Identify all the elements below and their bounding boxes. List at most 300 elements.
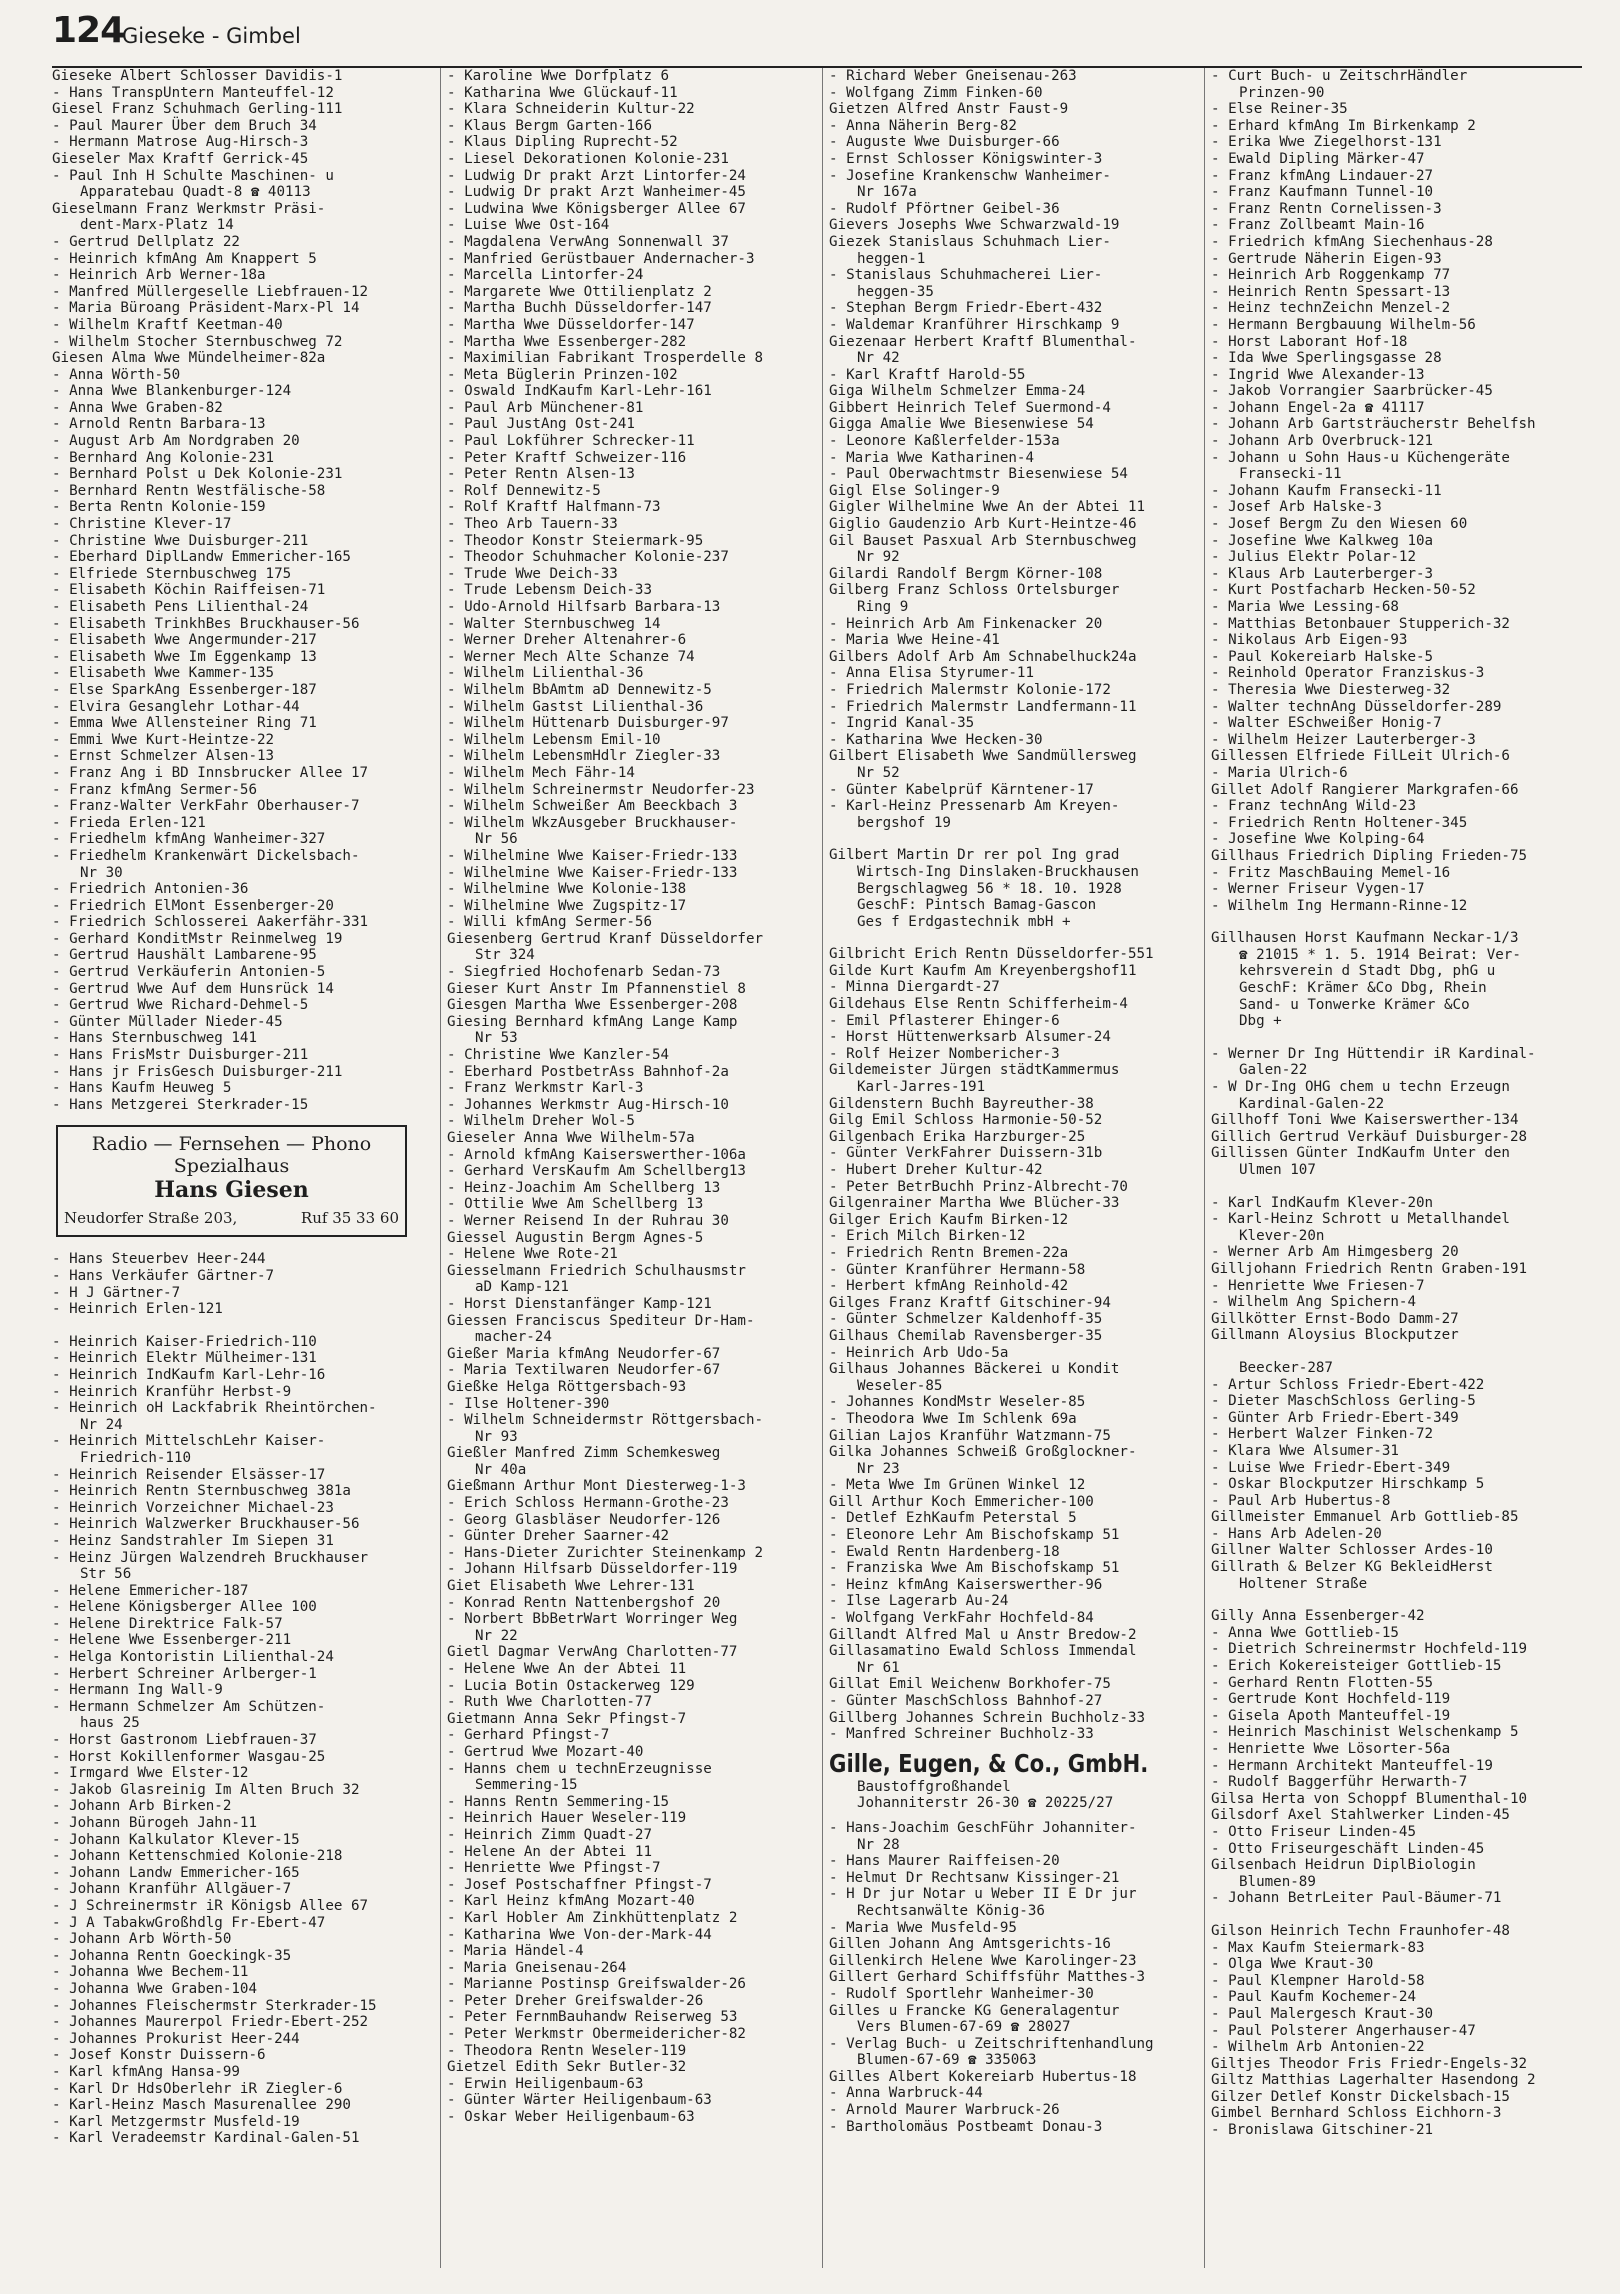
directory-entry: - Hans Steuerbev Heer-244 [52,1251,266,1268]
directory-entry: - Elisabeth Wwe Im Eggenkamp 13 [52,648,317,665]
directory-entry: Gillmann Aloysius Blockputzer [1211,1327,1459,1344]
directory-entry: - Hermann Ing Wall-9 [52,1682,223,1699]
directory-entry: - Fritz MaschBauing Memel-16 [1211,864,1451,881]
directory-entry: Gillenkirch Helene Wwe Karolinger-23 [829,1952,1137,1969]
directory-entry: Gillich Gertrud Verkäuf Duisburger-28 [1211,1128,1528,1145]
directory-entry: - Gertrud Haushält Lambarene-95 [52,947,317,964]
directory-entry: - Johann Kaufm Fransecki-11 [1211,482,1442,499]
directory-entry: - Maria Wwe Musfeld-95 [829,1919,1017,1936]
directory-entry: - Erich Milch Birken-12 [829,1228,1026,1245]
directory-entry: - Marcella Lintorfer-24 [447,267,644,284]
directory-entry: - Christine Wwe Duisburger-211 [52,532,309,549]
company-name: Gille, Eugen, & Co., GmbH. [829,1748,1149,1778]
directory-entry: - Martha Buchh Düsseldorfer-147 [447,300,712,317]
directory-entry: Giglio Gaudenzio Arb Kurt-Heintze-46 [829,516,1137,533]
directory-entry: - Rudolf Baggerführ Herwarth-7 [1211,1774,1468,1791]
directory-entry: - Heinrich Elektr Mülheimer-131 [52,1350,317,1367]
directory-entry: - Karl-Heinz Pressenarb Am Kreyen- [829,798,1120,815]
directory-entry: - Arnold kfmAng Kaiserswerther-106a [447,1146,746,1163]
directory-entry: - Klara Schneiderin Kultur-22 [447,101,695,118]
directory-entry: - Günter Kabelprüf Kärntener-17 [829,781,1094,798]
directory-entry: - Eleonore Lehr Am Bischofskamp 51 [829,1527,1120,1544]
entry-continuation: Nr 28 [857,1836,900,1853]
directory-entry: - Günter Wärter Heiligenbaum-63 [447,2092,712,2109]
entry-continuation: Karl-Jarres-191 [857,1079,986,1096]
directory-entry: Gillen Johann Ang Amtsgerichts-16 [829,1936,1111,1953]
directory-entry: - Konrad Rentn Nattenbergshof 20 [447,1594,721,1611]
directory-entry: - Gertrude Kont Hochfeld-119 [1211,1691,1451,1708]
directory-entry: Gilsdorf Axel Stahlwerker Linden-45 [1211,1807,1510,1824]
directory-entry: - Wilhelmine Wwe Kolonie-138 [447,881,687,898]
directory-entry: - Anna Wwe Blankenburger-124 [52,383,292,400]
entry-continuation: kehrsverein d Stadt Dbg, phG u [1239,963,1496,980]
directory-entry: Gilgenbach Erika Harzburger-25 [829,1128,1086,1145]
directory-entry: - Josef Konstr Duissern-6 [52,2047,266,2064]
directory-entry: - Werner Dr Ing Hüttendir iR Kardinal- [1211,1045,1536,1062]
directory-entry: - Bernhard Ang Kolonie-231 [52,449,275,466]
directory-entry: - Helene An der Abtei 11 [447,1843,652,1860]
directory-entry: - Helene Wwe An der Abtei 11 [447,1661,687,1677]
directory-entry: - Paul Maurer Über dem Bruch 34 [52,117,317,134]
directory-entry: - Berta Rentn Kolonie-159 [52,499,266,516]
entry-continuation: Nr 56 [475,831,518,848]
directory-entry: - Maria Ulrich-6 [1211,764,1348,781]
directory-entry: - Hans Verkäufer Gärtner-7 [52,1268,275,1284]
directory-entry: - Josefine Wwe Kalkweg 10a [1211,532,1434,549]
directory-entry: - Peter Rentn Alsen-13 [447,466,635,483]
directory-entry: - Heinrich Kaiser-Friedrich-110 [52,1333,317,1350]
directory-entry: - Gerhard KonditMstr Reinmelweg 19 [52,930,343,947]
directory-entry: - Hanns chem u technErzeugnisse [447,1760,712,1777]
directory-entry: Gilg Emil Schloss Harmonie-50-52 [829,1112,1103,1129]
directory-entry: - Manfried Gerüstbauer Andernacher-3 [447,250,755,267]
directory-entry: Gieser Kurt Anstr Im Pfannenstiel 8 [447,980,746,997]
directory-entry: Gillissen Günter IndKaufm Unter den [1211,1145,1510,1162]
directory-entry: - Julius Elektr Polar-12 [1211,549,1416,566]
directory-entry: - Klaus Dipling Ruprecht-52 [447,134,678,151]
page-header [52,10,1582,68]
ad-phone: Ruf 35 33 60 [300,1209,399,1228]
directory-entry: - August Arb Am Nordgraben 20 [52,433,300,450]
directory-entry: - Friedrich Rentn Holtener-345 [1211,814,1468,831]
directory-entry: - Detlef EzhKaufm Peterstal 5 [829,1510,1077,1527]
page-number: 124 [52,10,125,51]
entry-continuation: Nr 30 [80,864,123,881]
entry-continuation: macher-24 [475,1329,552,1346]
directory-entry: - Theodor Schuhmacher Kolonie-237 [447,549,729,566]
directory-entry: - Horst Gastronom Liebfrauen-37 [52,1732,317,1749]
company-description: Baustoffgroßhandel [857,1778,1011,1795]
directory-entry: Gilberg Franz Schloss Ortelsburger [829,582,1120,599]
running-head: Gieseke - Gimbel [122,24,301,48]
directory-entry: - Heinz Sandstrahler Im Siepen 31 [52,1532,334,1549]
directory-entry: - Klaus Arb Lauterberger-3 [1211,565,1434,582]
directory-entry: Giezenaar Herbert Kraftf Blumenthal- [829,333,1137,350]
directory-entry: - Wilhelm WkzAusgeber Bruckhauser- [447,814,738,831]
directory-entry: - Karl Kraftf Harold-55 [829,366,1026,383]
entry-continuation: Bergschlagweg 56 * 18. 10. 1928 [857,880,1122,897]
directory-entry: - Wilhelm Schneidermstr Röttgersbach- [447,1412,764,1429]
directory-entry: - Friedrich kfmAng Siechenhaus-28 [1211,233,1493,250]
directory-entry: - Peter Kraftf Schweizer-116 [447,449,687,466]
entry-gap [829,831,1194,847]
directory-entry: Gigl Else Solinger-9 [829,482,1000,499]
directory-entry: - Hermann Bergbauung Wilhelm-56 [1211,316,1476,333]
directory-entry: - Christine Wwe Kanzler-54 [447,1047,670,1064]
directory-entry: - Erhard kfmAng Im Birkenkamp 2 [1211,117,1476,134]
directory-entry: - Franz kfmAng Sermer-56 [52,781,257,798]
directory-entry: - Johannes Fleischermstr Sterkrader-15 [52,1997,377,2014]
directory-entry: - H Dr jur Notar u Weber II E Dr jur [829,1886,1137,1903]
directory-entry: Giesen Alma Wwe Mündelheimer-82a [52,350,326,367]
directory-entry: - Karl Hobler Am Zinkhüttenplatz 2 [447,1909,738,1926]
directory-entry: - Günter Kranführer Hermann-58 [829,1261,1086,1278]
directory-entry: Gillhausen Horst Kaufmann Neckar-1/3 [1211,930,1519,947]
directory-entry: - Ludwig Dr prakt Arzt Wanheimer-45 [447,184,746,201]
directory-entry: - Wilhelmine Wwe Kaiser-Friedr-133 [447,864,738,881]
directory-entry: - Max Kaufm Steiermark-83 [1211,1939,1425,1956]
directory-entry: Gigler Wilhelmine Wwe An der Abtei 11 [829,499,1146,516]
directory-entry: - Wilhelm BbAmtm aD Dennewitz-5 [447,681,712,698]
directory-entry: - Magdalena VerwAng Sonnenwall 37 [447,233,729,250]
directory-entry: - Hans Metzgerei Sterkrader-15 [52,1096,309,1113]
directory-entry: - Wilhelm LebensmHdlr Ziegler-33 [447,748,721,765]
directory-entry: - Ernst Schmelzer Alsen-13 [52,748,275,765]
directory-entry: - Maria Wwe Heine-41 [829,632,1000,649]
entry-continuation: Vers Blumen-67-69 ☎ 28027 [857,2019,1071,2036]
directory-entry: - Johann Kalkulator Klever-15 [52,1831,300,1848]
directory-entry: - Friedrich Malermstr Kolonie-172 [829,681,1111,698]
directory-entry: - Luise Wwe Friedr-Ebert-349 [1211,1459,1451,1476]
directory-entry: - Karl-Heinz Schrott u Metallhandel [1211,1211,1510,1228]
entry-continuation: Apparatebau Quadt-8 ☎ 40113 [80,184,311,201]
directory-entry: Gieselmann Franz Werkmstr Präsi- [52,200,326,217]
directory-entry: - Heinrich Reisender Elsässer-17 [52,1466,326,1483]
directory-entry: Gilbricht Erich Rentn Düsseldorfer-551 [829,946,1154,963]
directory-entry: Gilgenrainer Martha Wwe Blücher-33 [829,1195,1120,1212]
entry-continuation: Ges f Erdgastechnik mbH + [857,913,1071,930]
directory-entry: Gillberg Johannes Schrein Buchholz-33 [829,1709,1146,1726]
directory-entry: Gilian Lajos Kranführ Watzmann-75 [829,1427,1111,1444]
directory-entry: Giesel Franz Schuhmach Gerling-111 [52,101,343,118]
directory-entry: - Anna Elisa Styrumer-11 [829,665,1034,682]
directory-entry: - Johannes Werkmstr Aug-Hirsch-10 [447,1096,729,1113]
directory-entry: - Manfred Müllergeselle Liebfrauen-12 [52,283,369,300]
directory-entry: - Heinrich oH Lackfabrik Rheintörchen- [52,1400,377,1417]
directory-entry: - Katharina Wwe Hecken-30 [829,731,1043,748]
directory-entry: - Nikolaus Arb Eigen-93 [1211,632,1408,649]
directory-entry: Gilsa Herta von Schoppf Blumenthal-10 [1211,1790,1528,1807]
directory-entry: - Irmgard Wwe Elster-12 [52,1765,249,1782]
directory-entry: Gillessen Elfriede FilLeit Ulrich-6 [1211,748,1510,765]
directory-entry: - Ingrid Kanal-35 [829,715,975,732]
directory-entry: - Erich Kokereisteiger Gottlieb-15 [1211,1658,1502,1675]
entry-continuation: Galen-22 [1239,1062,1308,1079]
directory-entry: Gillkötter Ernst-Bodo Damm-27 [1211,1310,1459,1327]
directory-entry: - Gertrud Wwe Richard-Dehmel-5 [52,997,309,1014]
directory-entry: Gillasamatino Ewald Schloss Immendal [829,1643,1137,1660]
entry-continuation: Holtener Straße [1239,1575,1368,1592]
directory-entry: - Walter ESchweißer Honig-7 [1211,715,1442,732]
directory-entry: - Hans-Dieter Zurichter Steinenkamp 2 [447,1544,764,1561]
directory-entry: - Josefine Wwe Kolping-64 [1211,831,1425,848]
directory-entry: - Ernst Schlosser Königswinter-3 [829,150,1103,167]
directory-entry: - Johann Arb Overbruck-121 [1211,433,1434,450]
directory-entry: - Wilhelm Kraftf Keetman-40 [52,316,283,333]
entry-continuation: ☎ 21015 * 1. 5. 1914 Beirat: Ver- [1239,946,1521,963]
entry-continuation: Klever-20n [1239,1227,1325,1244]
directory-entry: - Elisabeth Wwe Kammer-135 [52,665,275,682]
directory-entry: - Erich Schloss Hermann-Grothe-23 [447,1495,729,1512]
entry-continuation: Wirtsch-Ing Dinslaken-Bruckhausen [857,863,1139,880]
directory-entry: - Johanna Wwe Bechem-11 [52,1964,249,1981]
directory-entry: - Hans TranspUntern Manteuffel-12 [52,84,334,101]
directory-entry: Gilges Franz Kraftf Gitschiner-94 [829,1294,1111,1311]
directory-entry: - Gisela Apoth Manteuffel-19 [1211,1707,1451,1724]
directory-entry: Giesing Bernhard kfmAng Lange Kamp [447,1013,738,1030]
directory-entry: Gilly Anna Essenberger-42 [1211,1608,1425,1625]
directory-entry: - Peter FernmBauhandw Reiserweg 53 [447,2009,738,2026]
directory-entry: - Johann Bürogeh Jahn-11 [52,1815,257,1831]
directory-entry: Gieseke Albert Schlosser Davidis-1 [52,68,343,84]
directory-entry: - Erwin Heiligenbaum-63 [447,2075,644,2092]
ad-company-name: Hans Giesen [154,1177,309,1204]
directory-entry: Gießler Manfred Zimm Schemkesweg [447,1445,721,1462]
directory-entry: - Wilhelm Dreher Wol-5 [447,1113,635,1130]
directory-entry: Gietzen Alfred Anstr Faust-9 [829,101,1069,118]
directory-entry: - Peter Dreher Greifswalder-26 [447,1992,704,2009]
directory-entry: - Jakob Vorrangier Saarbrücker-45 [1211,383,1493,400]
directory-entry: - Günter Dreher Saarner-42 [447,1528,670,1545]
directory-entry: - Johann Kranführ Allgäuer-7 [52,1881,292,1898]
directory-entry: Gillner Walter Schlosser Ardes-10 [1211,1542,1493,1559]
directory-entry: Gilardi Randolf Bergm Körner-108 [829,565,1103,582]
directory-entry: - Elisabeth Köchin Raiffeisen-71 [52,582,326,599]
directory-entry: - Werner Reisend In der Ruhrau 30 [447,1212,729,1229]
directory-entry: - Stephan Bergm Friedr-Ebert-432 [829,300,1103,317]
directory-entry: - Josefine Krankenschw Wanheimer- [829,167,1111,184]
directory-entry: - Artur Schloss Friedr-Ebert-422 [1211,1376,1485,1393]
directory-entry: - Elfriede Sternbuschweg 175 [52,565,292,582]
directory-entry: - Gertrud Wwe Auf dem Hunsrück 14 [52,980,334,997]
directory-entry: - Johanna Rentn Goeckingk-35 [52,1947,292,1964]
directory-entry: - Elisabeth Pens Lilienthal-24 [52,599,309,615]
directory-entry: - Oswald IndKaufm Karl-Lehr-161 [447,383,712,400]
entry-continuation: Fransecki-11 [1239,466,1342,483]
directory-entry: - Henriette Wwe Lösorter-56a [1211,1741,1451,1757]
directory-entry: - Franz-Walter VerkFahr Oberhauser-7 [52,798,360,815]
directory-entry: - Minna Diergardt-27 [829,979,1000,996]
directory-entry: - Gertrude Näherin Eigen-93 [1211,250,1442,267]
directory-entry: Gießmann Arthur Mont Diesterweg-1-3 [447,1478,746,1495]
directory-entry: - Oskar Weber Heiligenbaum-63 [447,2109,695,2126]
directory-entry: - Christine Klever-17 [52,516,232,533]
directory-entry: - Josef Postschaffner Pfingst-7 [447,1876,712,1893]
directory-entry: - Lucia Botin Ostackerweg 129 [447,1677,695,1694]
directory-entry: - Maria Händel-4 [447,1943,584,1960]
directory-entry: - Horst Dienstanfänger Kamp-121 [447,1295,712,1312]
directory-entry: - Anna Wwe Graben-82 [52,399,223,416]
directory-entry: - Paul Oberwachtmstr Biesenwiese 54 [829,466,1128,483]
entry-gap [1211,1344,1576,1360]
directory-entry: - Gertrud Verkäuferin Antonien-5 [52,964,326,981]
directory-entry: Gimbel Bernhard Schloss Eichhorn-3 [1211,2105,1502,2122]
directory-entry: - Ingrid Wwe Alexander-13 [1211,366,1425,383]
directory-entry: - Waldemar Kranführer Hirschkamp 9 [829,316,1120,333]
directory-entry: - Heinrich Walzwerker Bruckhauser-56 [52,1516,360,1533]
directory-entry: - Walter technAng Düsseldorfer-289 [1211,698,1502,715]
directory-entry: - Karoline Wwe Dorfplatz 6 [447,68,670,84]
directory-entry: - Anna Wörth-50 [52,366,181,383]
directory-entry: - Helene Wwe Rote-21 [447,1246,618,1263]
directory-entry: - Josef Bergm Zu den Wiesen 60 [1211,516,1468,533]
directory-entry: Gietmann Anna Sekr Pfingst-7 [447,1710,687,1727]
directory-entry: - Johann Arb Wörth-50 [52,1931,232,1948]
company-address: Johanniterstr 26-30 ☎ 20225/27 [857,1795,1114,1812]
directory-entry: - Theo Arb Tauern-33 [447,516,618,533]
directory-entry: - Trude Lebensm Deich-33 [447,582,652,599]
directory-entry: - Franz Ang i BD Innsbrucker Allee 17 [52,764,369,781]
directory-entry: - Paul Klempner Harold-58 [1211,1972,1425,1989]
directory-entry: - Franz Werkmstr Karl-3 [447,1080,644,1097]
directory-entry: - Herbert kfmAng Reinhold-42 [829,1278,1069,1295]
entry-continuation: heggen-1 [857,250,926,267]
directory-entry: - Emmi Wwe Kurt-Heintze-22 [52,731,275,748]
directory-entry: Gietl Dagmar VerwAng Charlotten-77 [447,1644,738,1661]
directory-entry: - Dietrich Schreinermstr Hochfeld-119 [1211,1641,1528,1658]
directory-entry: Gillmeister Emmanuel Arb Gottlieb-85 [1211,1509,1519,1526]
directory-entry: - Jakob Glasreinig Im Alten Bruch 32 [52,1781,360,1798]
directory-entry: - Maria Büroang Präsident-Marx-Pl 14 [52,300,360,317]
entry-continuation: Nr 167a [857,184,917,201]
directory-entry: - Trude Wwe Deich-33 [447,565,618,582]
directory-entry: - Matthias Betonbauer Stupperich-32 [1211,615,1510,632]
directory-entry: - Manfred Schreiner Buchholz-33 [829,1726,1094,1743]
directory-entry: - Hans jr FrisGesch Duisburger-211 [52,1063,343,1080]
directory-entry: Gilson Heinrich Techn Fraunhofer-48 [1211,1922,1510,1939]
directory-entry: - Paul Inh H Schulte Maschinen- u [52,167,334,184]
directory-entry: - Herbert Schreiner Arlberger-1 [52,1665,317,1682]
directory-entry: - Katharina Wwe Von-der-Mark-44 [447,1926,712,1943]
directory-entry: - Ewald Rentn Hardenberg-18 [829,1543,1060,1560]
directory-entry: - Margarete Wwe Ottilienplatz 2 [447,283,712,300]
directory-entry: - Elisabeth Wwe Angermunder-217 [52,632,317,649]
directory-entry: - Johann Arb Birken-2 [52,1798,232,1815]
directory-entry: Gievers Josephs Wwe Schwarzwald-19 [829,217,1120,234]
entry-continuation: Ring 9 [857,599,909,615]
entry-continuation: Sand- u Tonwerke Krämer &Co [1239,996,1470,1013]
directory-entry: - Wilhelm Gastst Lilienthal-36 [447,698,704,715]
directory-entry: Gil Bauset Pasxual Arb Sternbuschweg [829,532,1137,549]
entry-continuation: GeschF: Krämer &Co Dbg, Rhein [1239,980,1487,997]
directory-entry: - Henriette Wwe Pfingst-7 [447,1860,661,1877]
directory-entry: - Willi kfmAng Sermer-56 [447,914,652,931]
directory-entry: - Friedhelm Krankenwärt Dickelsbach- [52,847,360,864]
directory-entry: - Heinz Jürgen Walzendreh Bruckhauser [52,1549,369,1566]
directory-entry: - Gerhard Rentn Flotten-55 [1211,1674,1434,1691]
directory-entry: - Karl Dr HdsOberlehr iR Ziegler-6 [52,2080,343,2097]
directory-entry: - Ilse Holtener-390 [447,1395,610,1412]
directory-entry: - Elvira Gesanglehr Lothar-44 [52,698,300,715]
ad-subheadline: Spezialhaus [173,1155,290,1178]
directory-entry: - Maria Gneisenau-264 [447,1959,627,1976]
directory-entry: - Arnold Maurer Warbruck-26 [829,2102,1060,2119]
directory-entry: - Johannes KondMstr Weseler-85 [829,1394,1086,1411]
directory-entry: - Johann Hilfsarb Düsseldorfer-119 [447,1561,738,1578]
directory-entry: - Ilse Lagerarb Au-24 [829,1593,1009,1610]
directory-entry: - Erika Wwe Ziegelhorst-131 [1211,134,1442,151]
directory-entry: - Klara Wwe Alsumer-31 [1211,1442,1399,1459]
company-listing [829,1749,1194,1812]
directory-entry: Gießer Maria kfmAng Neudorfer-67 [447,1345,721,1362]
directory-entry: - Ruth Wwe Charlotten-77 [447,1694,652,1711]
directory-entry: - Wilhelm Stocher Sternbuschweg 72 [52,333,343,350]
directory-entry: - Katharina Wwe Glückauf-11 [447,84,678,101]
entry-continuation: Str 324 [475,947,535,964]
directory-entry: - Maximilian Fabrikant Trosperdelle 8 [447,350,764,367]
directory-entry: - Dieter MaschSchloss Gerling-5 [1211,1393,1476,1410]
directory-entry: - Heinrich Arb Am Finkenacker 20 [829,615,1103,632]
entry-continuation: Prinzen-90 [1239,84,1325,101]
directory-entry: - Günter VerkFahrer Duissern-31b [829,1145,1103,1162]
directory-entry: - Peter Werkmstr Obermeidericher-82 [447,2026,746,2043]
directory-entry: - Karl Metzgermstr Musfeld-19 [52,2113,300,2130]
directory-entry: - Ewald Dipling Märker-47 [1211,150,1425,167]
directory-entry: - Johannes Prokurist Heer-244 [52,2030,300,2047]
directory-entry: - Werner Friseur Vygen-17 [1211,881,1425,898]
directory-entry: Gilka Johannes Schweiß Großglockner- [829,1444,1137,1461]
directory-entry: Gibbert Heinrich Telef Suermond-4 [829,399,1111,416]
directory-entry: - Bernhard Polst u Dek Kolonie-231 [52,466,343,483]
directory-entry: Gilhaus Johannes Bäckerei u Kondit [829,1361,1120,1378]
directory-entry: - Heinrich Rentn Sternbuschweg 381a [52,1483,351,1500]
directory-entry: - Gerhard VersKaufm Am Schellberg13 [447,1163,746,1180]
directory-entry: - Frieda Erlen-121 [52,814,206,831]
directory-entry: - Josef Arb Halske-3 [1211,499,1382,516]
directory-entry: - Kurt Postfacharb Hecken-50-52 [1211,582,1476,599]
directory-entry: - Ludwig Dr prakt Arzt Lintorfer-24 [447,167,746,184]
directory-entry: - Hermann Matrose Aug-Hirsch-3 [52,134,309,151]
directory-entry: - Heinz-Joachim Am Schellberg 13 [447,1179,721,1196]
directory-entry: - Rolf Heizer Nombericher-3 [829,1045,1060,1062]
entry-gap [829,930,1194,946]
directory-entry: - Verlag Buch- u Zeitschriftenhandlung [829,2035,1154,2052]
entry-continuation: Nr 52 [857,764,900,781]
column-4 [1204,68,1576,2268]
directory-entry: - Wilhelm Ang Spichern-4 [1211,1294,1416,1311]
directory-entry: - Johann u Sohn Haus-u Küchengeräte [1211,449,1510,466]
directory-entry: - J A TabakwGroßhdlg Fr-Ebert-47 [52,1914,326,1931]
column-3 [822,68,1194,2268]
directory-entry: Gilles u Francke KG Generalagentur [829,2002,1120,2019]
directory-entry: - Otto Friseur Linden-45 [1211,1823,1416,1840]
directory-entry: - Paul Kokereiarb Halske-5 [1211,648,1434,665]
directory-entry: - Meta Büglerin Prinzen-102 [447,366,678,383]
directory-entry: - Wilhelm Schreinermstr Neudorfer-23 [447,781,755,798]
directory-entry: - Karl Heinz kfmAng Mozart-40 [447,1893,695,1910]
directory-entry: - Meta Wwe Im Grünen Winkel 12 [829,1477,1086,1494]
directory-entry: - Emma Wwe Allensteiner Ring 71 [52,715,317,732]
directory-entry: - Maria Textilwaren Neudorfer-67 [447,1362,721,1379]
directory-entry: - Heinrich Arb Roggenkamp 77 [1211,267,1451,284]
entry-continuation: Blumen-89 [1239,1873,1316,1890]
directory-entry: - Udo-Arnold Hilfsarb Barbara-13 [447,599,721,615]
directory-entry: - Werner Dreher Altenahrer-6 [447,632,687,649]
directory-entry: - Heinrich Arb Udo-5a [829,1344,1009,1361]
entry-continuation: Nr 42 [857,350,900,367]
directory-entry: - Marianne Postinsp Greifswalder-26 [447,1976,746,1993]
directory-entry: Giesgen Martha Wwe Essenberger-208 [447,997,738,1014]
